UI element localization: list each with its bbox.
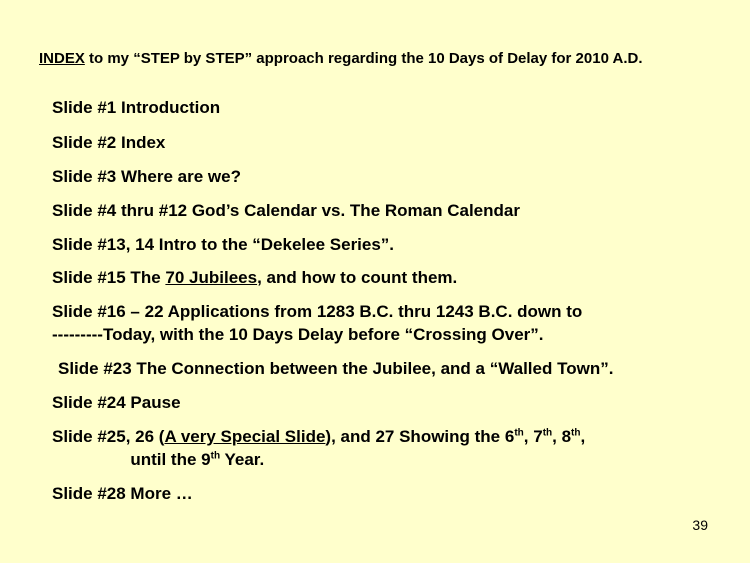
line11-underlined: A very Special Slide <box>164 427 326 446</box>
slide-title <box>39 50 643 67</box>
index-line-10: Slide #24 Pause <box>52 393 181 412</box>
line11-end: , <box>580 427 586 446</box>
line12-text-post: Year. <box>220 450 265 469</box>
title-text-2: approach regarding the 10 Days of Delay for 2010 A.D. <box>252 50 643 67</box>
index-line-4: Slide #4 thru #12 God’s Calendar vs. The Roman Calendar <box>52 201 520 220</box>
line11-text-pre: Slide #25, 26 ( <box>52 427 165 446</box>
sup-th-8: th <box>571 427 581 439</box>
index-line-7 <box>52 302 621 322</box>
title-step-phrase: “STEP by STEP” <box>133 50 253 67</box>
page-number: 39 <box>692 517 708 533</box>
index-line-9: Slide #23 The Connection between the Jubilee, and a “Walled Town”. <box>58 359 614 378</box>
index-line-1: Slide #1 Introduction <box>52 98 221 117</box>
index-line-11 <box>52 427 585 447</box>
line12-faint-dashes: ------------- <box>52 450 131 469</box>
line7-text: Slide #16 – 22 Applications from 1283 B.C. thru 1243 B.C. down to <box>52 302 583 321</box>
title-index-word: INDEX <box>39 50 85 67</box>
sup-th-6: th <box>514 427 524 439</box>
sup-th-9: th <box>210 450 221 462</box>
line11-sep2: , 8 <box>552 427 572 446</box>
line12-text-pre: until the 9 <box>130 450 211 469</box>
line7-faint-dashes: ------ <box>582 302 621 321</box>
index-line-5: Slide #13, 14 Intro to the “Dekelee Series”. <box>52 235 395 254</box>
index-line-6 <box>52 268 457 288</box>
index-line-8: ---------Today, with the 10 Days Delay before “Crossing Over”. <box>52 325 544 344</box>
index-line-12 <box>52 450 264 470</box>
index-line-13: Slide #28 More … <box>52 484 193 503</box>
sup-th-7: th <box>542 427 553 439</box>
index-line-2: Slide #2 Index <box>52 133 166 152</box>
title-text-1: to my <box>84 50 134 67</box>
line11-sep1: , 7 <box>523 427 543 446</box>
line6-text-pre: Slide #15 The <box>52 268 166 287</box>
index-line-3: Slide #3 Where are we? <box>52 167 241 186</box>
line6-underlined: 70 Jubilees <box>165 268 258 287</box>
line6-text-post: , and how to count them. <box>257 268 458 287</box>
line11-text-mid: ), and 27 Showing the 6 <box>325 427 515 446</box>
